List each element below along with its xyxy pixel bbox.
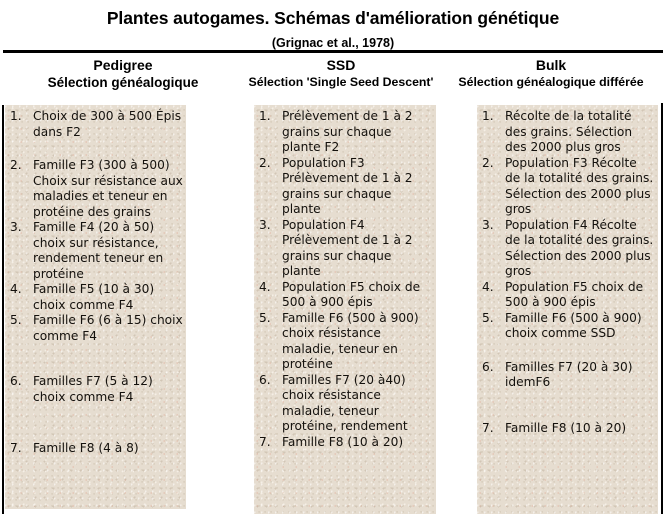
step-number: 7. [10,441,22,455]
step-number: 4. [482,279,494,294]
step-text: Population F5 choix de 500 à 900 épis [505,279,644,309]
step-number: 6. [259,372,271,387]
citation: (Grignac et al., 1978) [271,36,395,51]
list-item [8,220,183,282]
list-item [480,109,655,156]
step-text: Population F3 Prélèvement de 1 à 2 grains sur chaque plante [282,155,413,216]
list-item [480,360,655,391]
step-number: 4. [259,279,271,294]
column-header-bulk [436,57,666,91]
list-item [257,156,433,218]
title-block [0,0,666,51]
step-text: Famille F6 (6 à 15) choix comme F4 [33,313,183,343]
step-text: Population F4 Récolte de la totalité des grains. Sélection des 2000 plus gros [505,217,654,278]
column-bulk [477,105,658,514]
column-header-bulk-name: Bulk [535,57,567,73]
spacer [8,140,183,158]
step-number: 2. [259,155,271,170]
column-header-bulk-subtitle: Sélection généalogique différée [458,74,644,89]
list-item [257,435,433,451]
spacer [480,342,655,360]
step-text: Famille F8 (4 à 8) [33,441,139,455]
step-number: 7. [482,420,494,435]
column-header-pedigree-name: Pedigree [93,57,153,73]
step-text: Famille F4 (20 à 50) choix sur résistance, rendement teneur en protéine [33,220,164,281]
list-item [8,313,183,344]
step-text: Famille F6 (500 à 900) choix résistance maladie, teneur en protéine [282,310,419,371]
column-ssd [254,105,436,514]
spacer [480,391,655,421]
list-item [257,373,433,435]
step-number: 4. [10,282,22,296]
list-item [480,218,655,280]
list-item [8,441,183,457]
list-item [8,282,183,313]
list-item [257,109,433,156]
header-divider-rule [3,50,663,53]
step-text: Famille F5 (10 à 30) choix comme F4 [33,282,155,312]
list-item [480,156,655,218]
step-text: Population F3 Récolte de la totalité des grains. Sélection des 2000 plus gros [505,155,654,216]
step-list-bulk [477,105,658,436]
step-number: 6. [10,374,22,388]
step-number: 6. [482,359,494,374]
column-pedigree [5,105,186,509]
step-number: 2. [10,158,22,172]
step-number: 3. [482,217,494,232]
step-list-pedigree [5,105,186,457]
step-text: Prélèvement de 1 à 2 grains sur chaque plante F2 [282,109,413,154]
step-number: 2. [482,155,494,170]
step-number: 5. [259,310,271,325]
step-text: Récolte de la totalité des grains. Sélection des 2000 plus gros [505,109,633,154]
step-text: Familles F7 (20 à40) choix résistance maladie, teneur protéine, rendement [282,372,408,433]
step-number: 1. [10,109,22,123]
column-headers [0,57,666,91]
column-header-ssd-name: SSD [326,57,356,73]
list-item [257,280,433,311]
step-number: 3. [10,220,22,234]
list-item [257,311,433,373]
column-header-ssd-subtitle: Sélection 'Single Seed Descent' [248,74,434,89]
step-number: 5. [482,310,494,325]
list-item [8,374,183,405]
list-item [257,218,433,280]
step-text: Choix de 300 à 500 Épis dans F2 [33,109,182,139]
list-item [8,158,183,220]
list-item [8,109,183,140]
step-text: Familles F7 (5 à 12) choix comme F4 [33,374,153,404]
step-number: 3. [259,217,271,232]
list-item [480,421,655,437]
step-text: Famille F8 (10 à 20) [505,420,627,435]
step-text: Population F4 Prélèvement de 1 à 2 grains sur chaque plante [282,217,413,278]
step-list-ssd [254,105,436,450]
step-number: 1. [482,109,494,123]
step-text: Famille F8 (10 à 20) [282,434,404,449]
column-header-ssd [246,57,436,91]
step-text: Famille F3 (300 à 500) Choix sur résistance aux maladies et teneur en protéine des grains [33,158,183,219]
step-text: Famille F6 (500 à 900) choix comme SSD [505,310,642,340]
spacer [8,344,183,374]
column-header-pedigree-subtitle: Sélection généalogique [47,74,199,90]
list-item [480,311,655,342]
page-title: Plantes autogames. Schémas d'amélioration génétique [106,8,560,28]
step-number: 5. [10,313,22,327]
step-text: Familles F7 (20 à 30) idemF6 [505,359,633,389]
step-text: Population F5 choix de 500 à 900 épis [282,279,421,309]
list-item [480,280,655,311]
columns-area [0,105,666,514]
step-number: 1. [259,109,271,123]
step-number: 7. [259,434,271,449]
spacer [8,405,183,441]
column-header-pedigree [0,57,246,91]
